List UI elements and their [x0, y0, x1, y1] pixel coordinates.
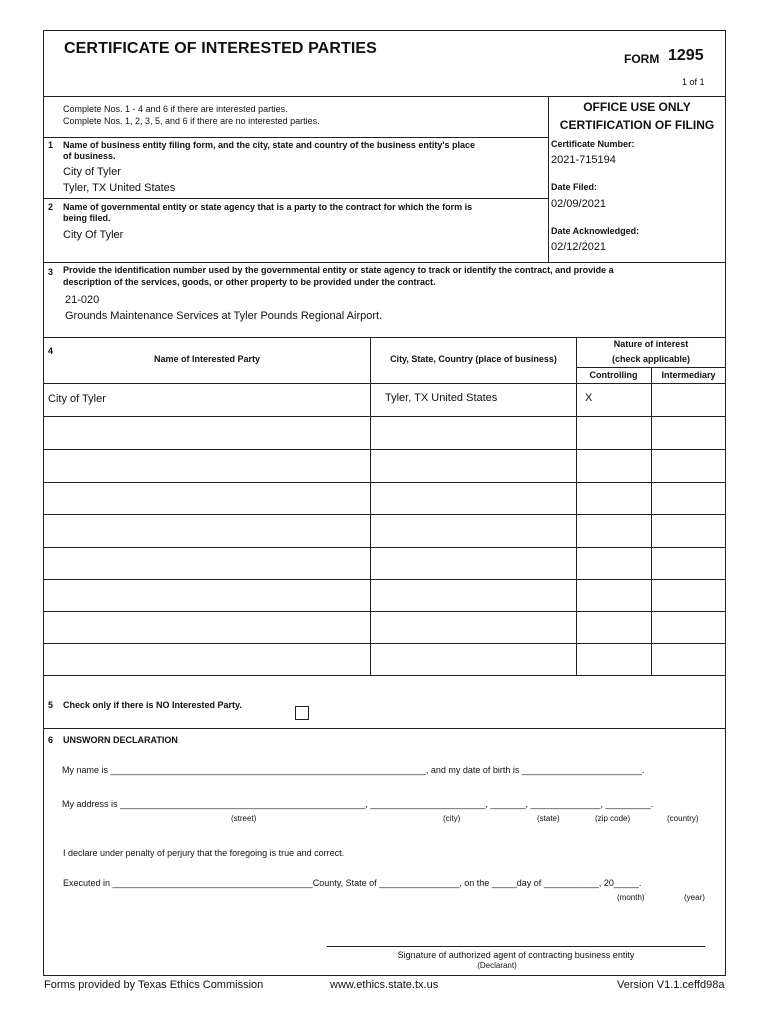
caption-city: (city) — [443, 814, 461, 823]
caption-year: (year) — [684, 893, 705, 902]
col-header-city: City, State, Country (place of business) — [390, 354, 557, 364]
contract-id: 21-020 — [65, 294, 100, 306]
col-header-check-applicable: (check applicable) — [611, 354, 691, 364]
table-header-divider — [43, 383, 726, 384]
no-interested-party-checkbox[interactable] — [295, 706, 309, 720]
page-count: 1 of 1 — [682, 77, 705, 87]
executed-line: Executed in ________________________________________County, State of ________________, on the _____day of ___________, 20_____. — [63, 878, 642, 888]
section2-divider — [43, 262, 726, 263]
instructions-divider — [43, 137, 548, 138]
form-title: CERTIFICATE OF INTERESTED PARTIES — [64, 40, 377, 57]
declarant-name-line: My name is _______________________________________________________________, and my date of birth is ________________________. — [62, 765, 645, 775]
caption-country: (country) — [667, 814, 699, 823]
table-rule — [43, 675, 726, 676]
header-divider — [43, 96, 726, 97]
caption-month: (month) — [617, 893, 645, 902]
section2-label: being filed. — [63, 213, 111, 223]
governmental-entity-name: City Of Tyler — [63, 229, 124, 241]
section5-divider — [43, 728, 726, 729]
interested-party-name: City of Tyler — [48, 393, 106, 405]
perjury-declaration: I declare under penalty of perjury that the foregoing is true and correct. — [63, 848, 345, 858]
contract-description: Grounds Maintenance Services at Tyler Pounds Regional Airport. — [65, 310, 383, 322]
certificate-number-label: Certificate Number: — [551, 139, 635, 149]
footer-version: Version V1.1.ceffd98a — [617, 979, 725, 991]
table-rule — [43, 547, 726, 548]
col-header-nature: Nature of interest — [613, 339, 689, 349]
table-rule — [43, 449, 726, 450]
caption-zip: (zip code) — [595, 814, 631, 823]
instruction-line: Complete Nos. 1, 2, 3, 5, and 6 if there are no interested parties. — [63, 116, 320, 126]
form-frame — [43, 30, 726, 976]
date-acknowledged-value: 02/12/2021 — [551, 241, 607, 253]
footer-website[interactable]: www.ethics.state.tx.us — [330, 979, 439, 991]
table-rule — [43, 579, 726, 580]
section1-label: Name of business entity filing form, and the city, state and country of the business entity's place — [63, 140, 476, 150]
section1-number: 1 — [48, 140, 54, 150]
certificate-number-value: 2021-715194 — [551, 154, 616, 166]
signature-caption: Signature of authorized agent of contracting business entity — [397, 950, 635, 960]
certification-title: CERTIFICATION OF FILING — [559, 118, 715, 132]
business-entity-name: City of Tyler — [63, 166, 121, 178]
table-rule — [43, 643, 726, 644]
declarant-caption: (Declarant) — [477, 961, 517, 970]
table-col-divider — [651, 367, 652, 675]
col-header-controlling: Controlling — [589, 370, 638, 380]
business-entity-location: Tyler, TX United States — [63, 182, 176, 194]
section3-number: 3 — [48, 267, 54, 277]
date-filed-label: Date Filed: — [551, 182, 598, 192]
form-number: 1295 — [668, 47, 704, 64]
footer-provider: Forms provided by Texas Ethics Commission — [44, 979, 264, 991]
table-col-divider — [370, 337, 371, 675]
date-acknowledged-label: Date Acknowledged: — [551, 226, 640, 236]
table-col-divider — [576, 337, 577, 675]
declarant-address-line: My address is _________________________________________________, _______________________, _______, ______________, _________. — [62, 799, 654, 809]
instruction-line: Complete Nos. 1 - 4 and 6 if there are interested parties. — [63, 104, 288, 114]
caption-street: (street) — [231, 814, 257, 823]
section5-label: Check only if there is NO Interested Party. — [63, 700, 242, 710]
date-filed-value: 02/09/2021 — [551, 198, 607, 210]
section6-label: UNSWORN DECLARATION — [63, 735, 178, 745]
section4-number: 4 — [48, 346, 54, 356]
table-rule — [43, 416, 726, 417]
section5-number: 5 — [48, 700, 54, 710]
signature-line — [327, 946, 705, 947]
section1-label: of business. — [63, 151, 116, 161]
form-label: FORM — [624, 52, 660, 66]
caption-state: (state) — [537, 814, 560, 823]
col-header-intermediary: Intermediary — [661, 370, 716, 380]
col-header-name: Name of Interested Party — [153, 354, 261, 364]
office-use-title: OFFICE USE ONLY — [583, 100, 691, 114]
section3-divider — [43, 337, 726, 338]
interested-party-location: Tyler, TX United States — [385, 392, 498, 404]
section6-number: 6 — [48, 735, 54, 745]
controlling-mark: X — [585, 392, 593, 404]
section2-number: 2 — [48, 202, 54, 212]
section1-divider — [43, 198, 548, 199]
table-rule — [43, 482, 726, 483]
table-rule — [43, 611, 726, 612]
section3-label: Provide the identification number used by the governmental entity or state agency to track or identify the contract, and provide a — [63, 265, 614, 275]
table-rule — [43, 514, 726, 515]
section2-label: Name of governmental entity or state agency that is a party to the contract for which the form is — [63, 202, 473, 212]
section3-label: description of the services, goods, or other property to be provided under the contract. — [63, 277, 436, 287]
